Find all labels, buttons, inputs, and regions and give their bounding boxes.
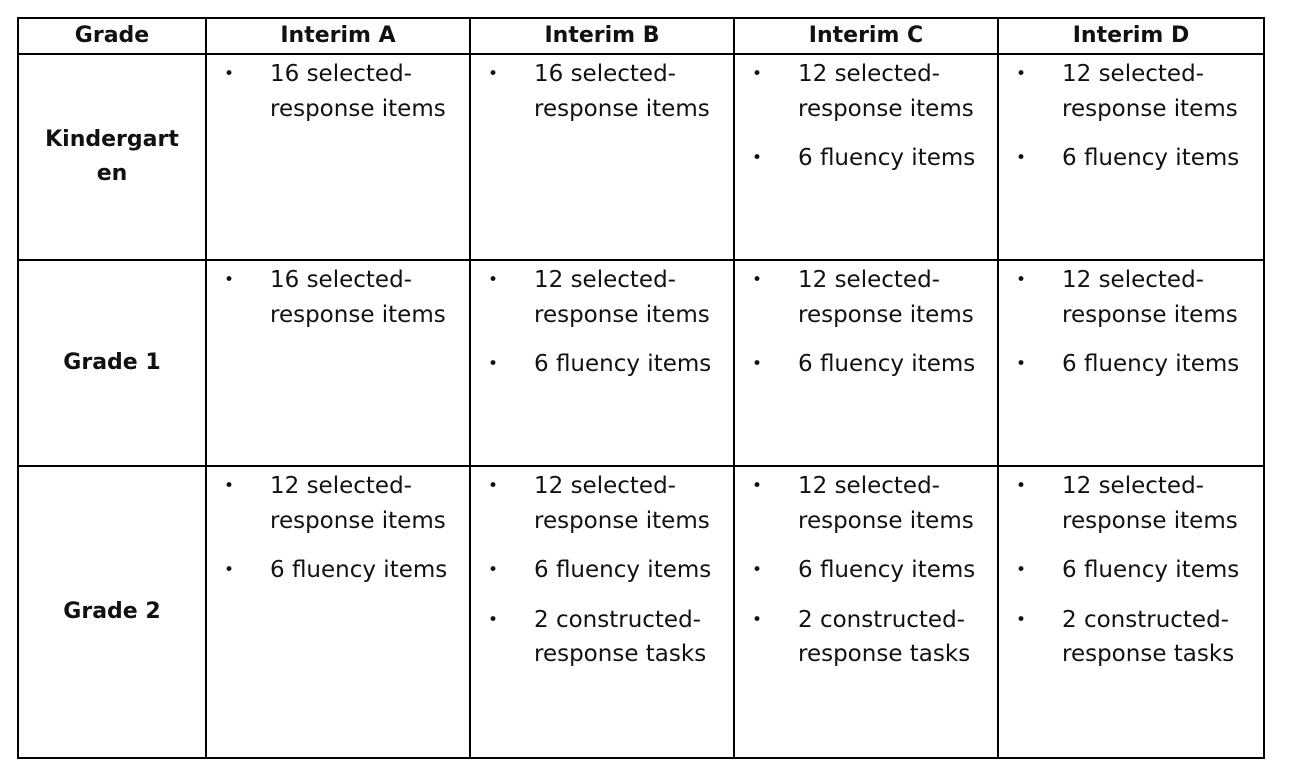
item-list <box>471 467 733 672</box>
list-item: • 12 selected-response items <box>735 263 997 332</box>
bullet-icon: • <box>488 270 499 290</box>
interim-a-cell <box>206 260 470 466</box>
list-item: • 6 fluency items <box>471 553 733 588</box>
interim-d-cell <box>998 260 1264 466</box>
interim-b-cell <box>470 260 734 466</box>
item-list <box>207 261 469 332</box>
item-list <box>207 467 469 588</box>
bullet-icon: • <box>224 270 235 290</box>
list-item: • 2 constructed-response tasks <box>471 603 733 672</box>
interim-b-cell <box>470 54 734 260</box>
item-list <box>735 467 997 672</box>
bullet-icon: • <box>752 148 763 168</box>
item-list <box>207 55 469 126</box>
bullet-icon: • <box>1016 64 1027 84</box>
bullet-icon: • <box>752 476 763 496</box>
item-list <box>735 261 997 382</box>
bullet-icon: • <box>1016 560 1027 580</box>
header-interim-c: Interim C <box>734 18 998 54</box>
list-item: • 12 selected-response items <box>735 469 997 538</box>
bullet-icon: • <box>1016 354 1027 374</box>
bullet-icon: • <box>752 609 763 630</box>
table-row <box>18 466 1264 758</box>
list-item: • 12 selected-response items <box>999 263 1263 332</box>
list-item: • 12 selected-response items <box>999 469 1263 538</box>
list-item: • 6 fluency items <box>999 553 1263 588</box>
bullet-icon: • <box>224 64 235 84</box>
grade-cell: Kindergarten <box>18 54 206 260</box>
item-list <box>471 261 733 382</box>
bullet-icon: • <box>1016 609 1027 630</box>
bullet-icon: • <box>488 476 499 496</box>
grade-cell: Grade 1 <box>18 260 206 466</box>
list-item: • 12 selected-response items <box>999 57 1263 126</box>
list-item: • 6 fluency items <box>735 553 997 588</box>
header-interim-a: Interim A <box>206 18 470 54</box>
list-item: • 6 fluency items <box>999 347 1263 382</box>
item-list <box>735 55 997 176</box>
bullet-icon: • <box>752 64 763 84</box>
interim-d-cell <box>998 54 1264 260</box>
interim-c-cell <box>734 54 998 260</box>
list-item: • 2 constructed-response tasks <box>735 603 997 672</box>
bullet-icon: • <box>752 270 763 290</box>
bullet-icon: • <box>1016 148 1027 168</box>
interim-a-cell <box>206 54 470 260</box>
list-item: • 6 fluency items <box>207 553 469 588</box>
item-list <box>999 467 1263 672</box>
table-row <box>18 260 1264 466</box>
grade-cell: Grade 2 <box>18 466 206 758</box>
header-grade: Grade <box>18 18 206 54</box>
list-item: • 16 selected-response items <box>207 263 469 332</box>
list-item: • 6 fluency items <box>999 141 1263 176</box>
header-interim-b: Interim B <box>470 18 734 54</box>
list-item: • 16 selected-response items <box>207 57 469 126</box>
item-list <box>999 261 1263 382</box>
header-row <box>18 18 1264 54</box>
header-interim-d: Interim D <box>998 18 1264 54</box>
bullet-icon: • <box>752 354 763 374</box>
bullet-icon: • <box>224 560 235 580</box>
item-list <box>999 55 1263 176</box>
table-row <box>18 54 1264 260</box>
bullet-icon: • <box>1016 476 1027 496</box>
list-item: • 12 selected-response items <box>735 57 997 126</box>
bullet-icon: • <box>1016 270 1027 290</box>
bullet-icon: • <box>488 354 499 374</box>
interim-b-cell <box>470 466 734 758</box>
list-item: • 16 selected-response items <box>471 57 733 126</box>
interim-d-cell <box>998 466 1264 758</box>
list-item: • 6 fluency items <box>471 347 733 382</box>
interim-assessment-table <box>17 17 1265 759</box>
list-item: • 6 fluency items <box>735 347 997 382</box>
bullet-icon: • <box>224 476 235 496</box>
list-item: • 6 fluency items <box>735 141 997 176</box>
interim-c-cell <box>734 466 998 758</box>
bullet-icon: • <box>488 64 499 84</box>
list-item: • 2 constructed-response tasks <box>999 603 1263 672</box>
interim-a-cell <box>206 466 470 758</box>
bullet-icon: • <box>488 609 499 630</box>
item-list <box>471 55 733 126</box>
list-item: • 12 selected-response items <box>471 469 733 538</box>
bullet-icon: • <box>752 560 763 580</box>
list-item: • 12 selected-response items <box>471 263 733 332</box>
bullet-icon: • <box>488 560 499 580</box>
interim-c-cell <box>734 260 998 466</box>
list-item: • 12 selected-response items <box>207 469 469 538</box>
